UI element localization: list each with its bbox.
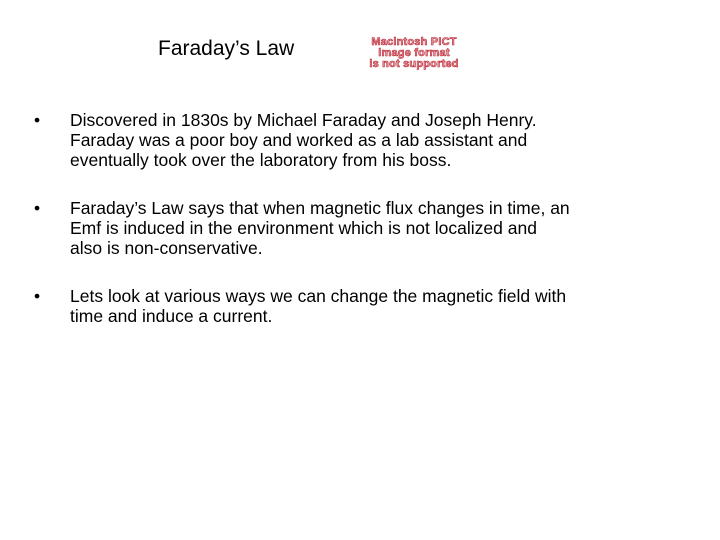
- bullet-text-line: Discovered in 1830s by Michael Faraday and Joseph Henry.: [70, 110, 537, 130]
- bullet-item: [34, 198, 674, 258]
- bullet-text-line: eventually took over the laboratory from his boss.: [70, 150, 452, 170]
- bullet-text-line: also is non-conservative.: [70, 238, 263, 258]
- bullet-text-line: time and induce a current.: [70, 306, 273, 326]
- placeholder-text-line: is not supported: [369, 57, 459, 70]
- bullet-text-line: Emf is induced in the environment which is not localized and: [70, 218, 537, 238]
- bullet-item: [34, 110, 674, 170]
- slide-title: Faraday’s Law: [158, 37, 295, 60]
- bullet-marker: •: [34, 198, 41, 218]
- placeholder-text-line: image format: [378, 46, 450, 59]
- bullet-text-line: Faraday was a poor boy and worked as a lab assistant and: [70, 130, 528, 150]
- bullet-list: [34, 110, 674, 326]
- bullet-text-line: Lets look at various ways we can change the magnetic field with: [70, 286, 567, 306]
- bullet-item: [34, 286, 674, 326]
- bullet-marker: •: [34, 110, 41, 130]
- bullet-text-line: Faraday’s Law says that when magnetic flux changes in time, an: [70, 198, 570, 218]
- bullet-marker: •: [34, 286, 41, 306]
- unsupported-image-placeholder: [346, 36, 482, 70]
- placeholder-text-line: Macintosh PICT: [371, 35, 457, 48]
